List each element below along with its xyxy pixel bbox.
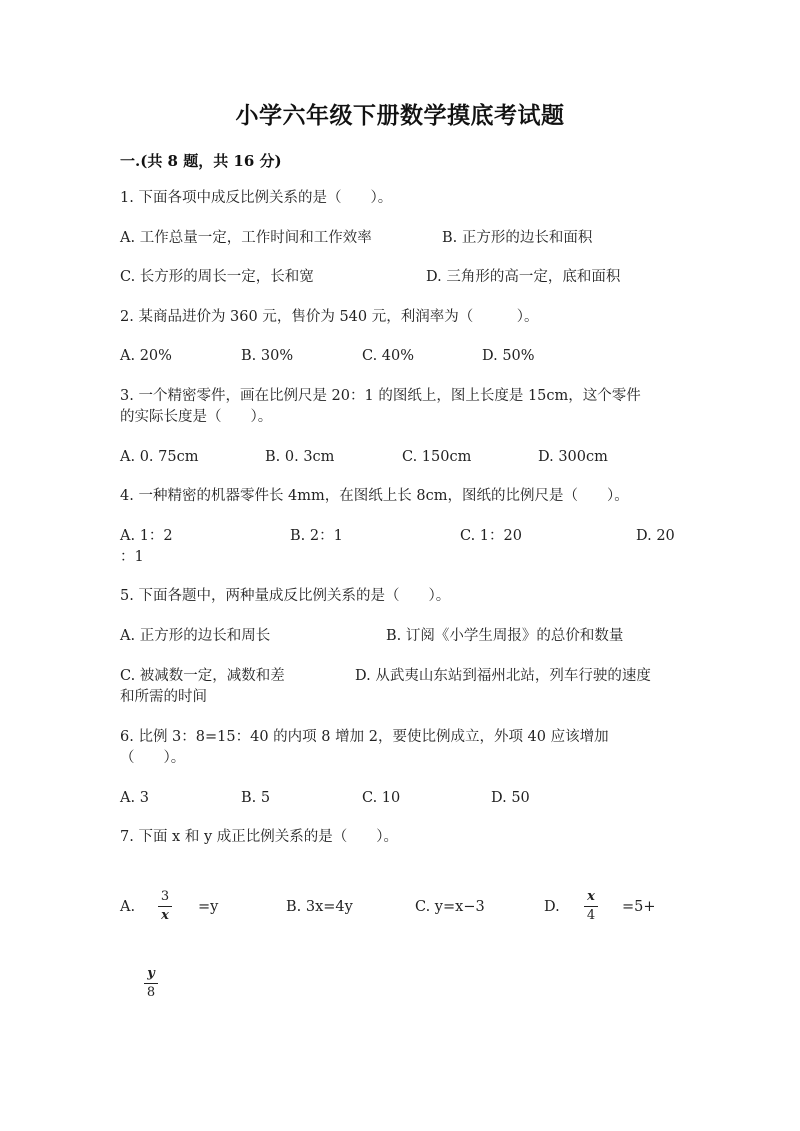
q6-option-d: D. 50 xyxy=(491,790,530,806)
question-6-line-2: （ ）。 xyxy=(120,750,186,766)
q2-option-a: A. 20% xyxy=(120,348,172,364)
q3-option-d: D. 300cm xyxy=(538,449,608,465)
q4-option-b: B. 2：1 xyxy=(290,528,343,544)
question-7: 7. 下面 x 和 y 成正比例关系的是（ ）。 xyxy=(120,829,398,845)
section-heading: 一.(共 8 题，共 16 分) xyxy=(120,152,282,170)
fraction-bar xyxy=(144,983,158,984)
q7-option-d-fraction xyxy=(584,889,598,923)
question-3-line-1: 3. 一个精密零件，画在比例尺是 20：1 的图纸上，图上长度是 15cm，这个零件 xyxy=(120,388,641,404)
q7-option-d-fraction-2 xyxy=(144,966,158,1000)
question-4: 4. 一种精密的机器零件长 4mm，在图纸上长 8cm，图纸的比例尺是（ ）。 xyxy=(120,488,629,504)
q5-option-a: A. 正方形的边长和周长 xyxy=(120,628,271,644)
question-3-line-2: 的实际长度是（ ）。 xyxy=(120,409,273,425)
q7-option-c: C. y=x−3 xyxy=(415,899,485,915)
q4-option-c: C. 1：20 xyxy=(460,528,522,544)
question-5: 5. 下面各题中，两种量成反比例关系的是（ ）。 xyxy=(120,588,451,604)
q1-option-c: C. 长方形的周长一定，长和宽 xyxy=(120,269,314,285)
q7-d2-denominator: 8 xyxy=(146,985,156,1000)
q6-option-c: C. 10 xyxy=(362,790,401,806)
q1-option-b: B. 正方形的边长和面积 xyxy=(442,230,593,246)
q6-option-a: A. 3 xyxy=(120,790,149,806)
q7-option-b: B. 3x=4y xyxy=(286,899,353,915)
q7-option-a-rest: =y xyxy=(198,899,219,915)
q7-d2-numerator: y xyxy=(147,966,155,981)
q4-option-d-line-1: D. 20 xyxy=(636,528,675,544)
q3-option-c: C. 150cm xyxy=(402,449,472,465)
q3-option-a: A. 0. 75cm xyxy=(120,449,199,465)
q3-option-b: B. 0. 3cm xyxy=(265,449,335,465)
q4-option-a: A. 1：2 xyxy=(120,528,173,544)
q5-option-b: B. 订阅《小学生周报》的总价和数量 xyxy=(386,628,624,644)
q7-option-a-fraction xyxy=(158,889,172,923)
q7-option-d-label: D. xyxy=(544,899,560,915)
q7-d-denominator: 4 xyxy=(586,908,596,923)
q5-option-d-line-1: D. 从武夷山东站到福州北站，列车行驶的速度 xyxy=(355,668,651,684)
question-2: 2. 某商品进价为 360 元，售价为 540 元，利润率为（ ）。 xyxy=(120,309,539,325)
fraction-bar xyxy=(158,906,172,907)
q1-option-a: A. 工作总量一定，工作时间和工作效率 xyxy=(120,230,372,246)
q6-option-b: B. 5 xyxy=(241,790,271,806)
q5-option-d-line-2: 和所需的时间 xyxy=(120,689,207,705)
q2-option-d: D. 50% xyxy=(482,348,535,364)
fraction-bar xyxy=(584,906,598,907)
q7-a-numerator: 3 xyxy=(160,889,170,904)
q1-option-d: D. 三角形的高一定，底和面积 xyxy=(426,269,621,285)
page-title: 小学六年级下册数学摸底考试题 xyxy=(235,102,565,129)
question-1: 1. 下面各项中成反比例关系的是（ ）。 xyxy=(120,190,393,206)
question-6-line-1: 6. 比例 3：8=15：40 的内项 8 增加 2，要使比例成立，外项 40 应该增加 xyxy=(120,729,609,745)
q5-option-c: C. 被减数一定，减数和差 xyxy=(120,668,285,684)
q7-d-numerator: x xyxy=(587,889,595,904)
q4-option-d-line-2: ：1 xyxy=(120,549,144,565)
q2-option-c: C. 40% xyxy=(362,348,415,364)
q2-option-b: B. 30% xyxy=(241,348,294,364)
q7-option-d-rest: =5+ xyxy=(622,899,656,915)
q7-a-denominator: x xyxy=(161,908,169,923)
q7-option-a-label: A. xyxy=(120,899,136,915)
